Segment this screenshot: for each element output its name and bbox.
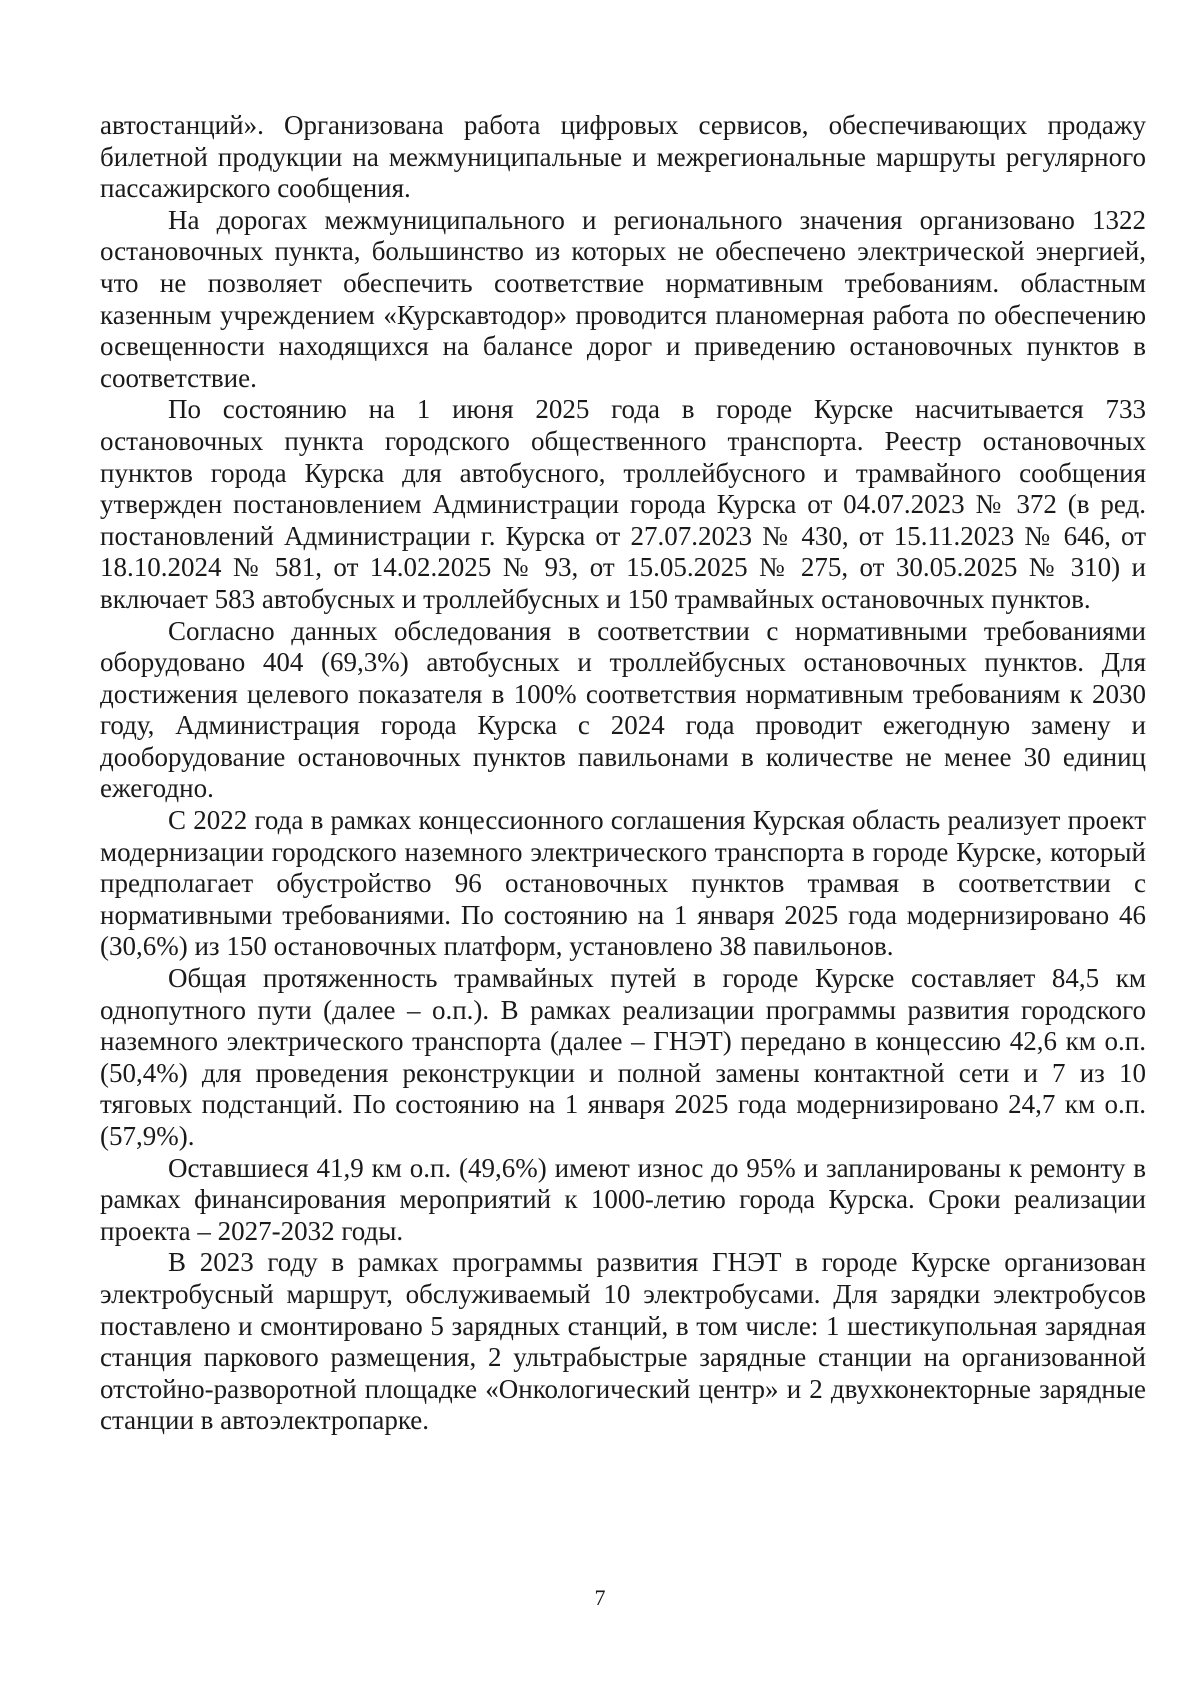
page-number: 7 [594,1585,606,1610]
paragraph-concession: С 2022 года в рамках концессионного соглашения Курская область реализует проект модернизации городского наземного электрического транспорта в городе Курске, который предполагает обустройство 96 остановочных пунктов трамвая в соответствии с нормативными требованиями. По состоянию на 1 января 2025 года модернизировано 46 (30,6%) из 150 остановочных платформ, установлено 38 павильонов. [100,805,1146,962]
paragraph-survey: Согласно данных обследования в соответствии с нормативными требованиями оборудовано 404 (69,3%) автобусных и троллейбусных остановочных пунктов. Для достижения целевого показателя в 100% соответствия нормативным требованиям к 2030 году, Администрация города Курска с 2024 года проводит ежегодную замену и дооборудование остановочных пунктов павильонами в количестве не менее 30 единиц ежегодно. [100,615,1146,804]
paragraph-tram-tracks: Общая протяженность трамвайных путей в городе Курске составляет 84,5 км однопутного пути (далее – о.п.). В рамках реализации программы развития городского наземного электрического транспорта (далее – ГНЭТ) передано в концессию 42,6 км о.п. (50,4%) для проведения реконструкции и полной замены контактной сети и 7 из 10 тяговых подстанций. По состоянию на 1 января 2025 года модернизировано 24,7 км о.п. (57,9%). [100,963,1146,1151]
document-body [100,110,1146,1437]
paragraph-electric-buses: В 2023 году в рамках программы развития ГНЭТ в городе Курске организован электробусный маршрут, обслуживаемый 10 электробусами. Для зарядки электробусов поставлено и смонтировано 5 зарядных станций, в том числе: 1 шестикупольная зарядная станция паркового размещения, 2 ультрабыстрые зарядные станции на организованной отстойно-разворотной площадке «Онкологический центр» и 2 двухконекторные зарядные станции в автоэлектропарке. [100,1247,1146,1436]
paragraph-stops-kursk: По состоянию на 1 июня 2025 года в городе Курске насчитывается 733 остановочных пункта городского общественного транспорта. Реестр остановочных пунктов города Курска для автобусного, троллейбусного и трамвайного сообщения утвержден постановлением Администрации города Курска от 04.07.2023 № 372 (в ред. постановлений Администрации г. Курска от 27.07.2023 № 430, от 15.11.2023 № 646, от 18.10.2024 № 581, от 14.02.2025 № 93, от 15.05.2025 № 275, от 30.05.2025 № 310) и включает 583 автобусных и троллейбусных и 150 трамвайных остановочных пунктов. [100,394,1146,614]
paragraph-continuation: автостанций». Организована работа цифровых сервисов, обеспечивающих продажу билетной продукции на межмуниципальные и межрегиональные маршруты регулярного пассажирского сообщения. [100,110,1146,204]
paragraph-remaining-tracks: Оставшиеся 41,9 км о.п. (49,6%) имеют износ до 95% и запланированы к ремонту в рамках финансирования мероприятий к 1000-летию города Курска. Сроки реализации проекта – 2027-2032 годы. [100,1152,1146,1246]
paragraph-stops-regional: На дорогах межмуниципального и регионального значения организовано 1322 остановочных пункта, большинство из которых не обеспечено электрической энергией, что не позволяет обеспечить соответствие нормативным требованиям. областным казенным учреждением «Курскавтодор» проводится планомерная работа по обеспечению освещенности находящихся на балансе дорог и приведению остановочных пунктов в соответствие. [100,204,1146,393]
